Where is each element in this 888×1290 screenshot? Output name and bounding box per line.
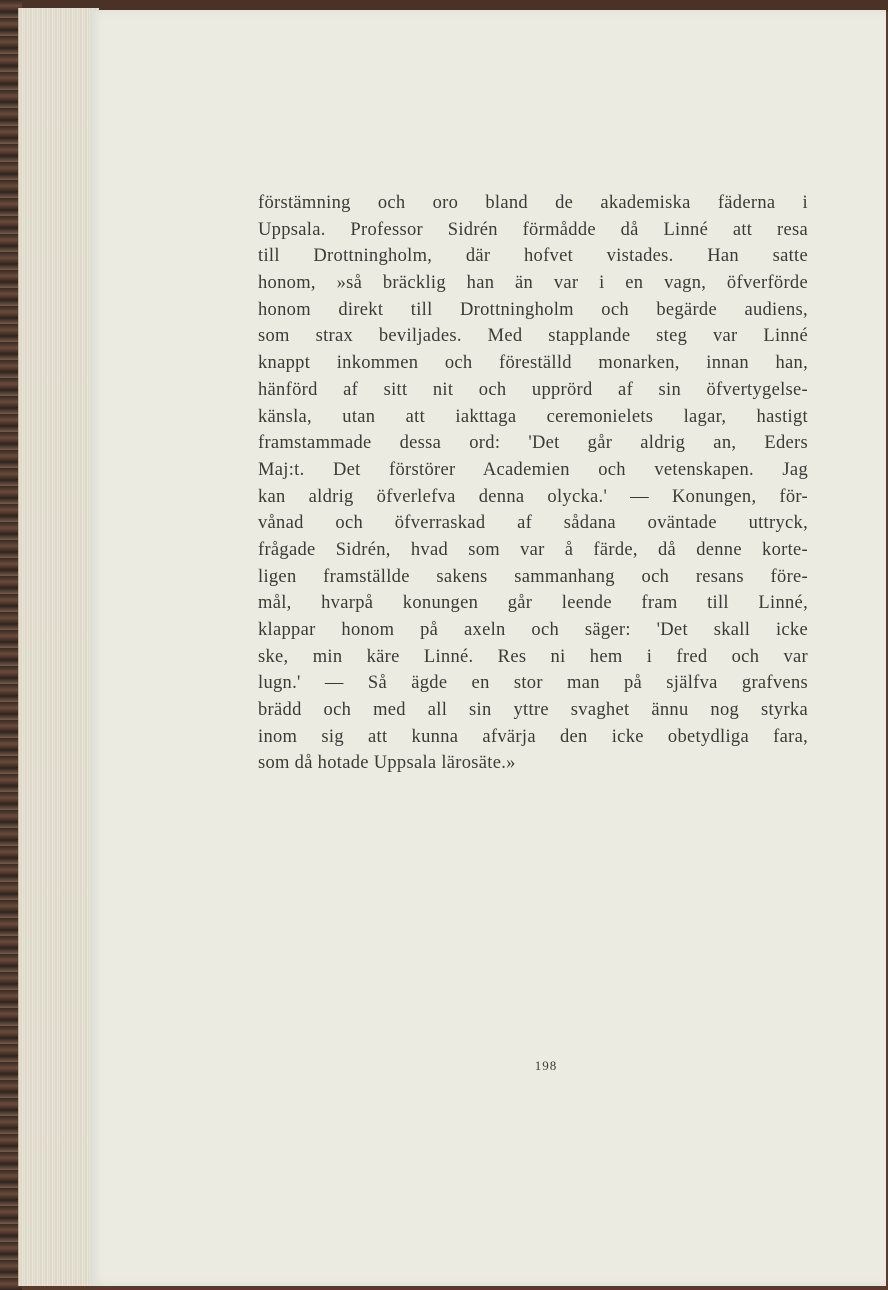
text-line: framstammade dessa ord: 'Det går aldrig an, Eders	[258, 433, 808, 454]
text-line: honom direkt till Drottningholm och begärde audiens,	[258, 299, 808, 320]
text-line: knappt inkommen och föreställd monarken, innan han,	[258, 353, 808, 374]
text-line: klappar honom på axeln och säger: 'Det skall icke	[258, 620, 808, 640]
body-text	[258, 190, 808, 777]
page-number: 198	[534, 1058, 558, 1073]
text-line: ligen framställde sakens sammanhang och resans före-	[258, 566, 808, 587]
text-line: lugn.' — Så ägde en stor man på själfva grafvens	[258, 673, 808, 694]
text-line: frågade Sidrén, hvad som var å färde, då denne korte-	[258, 539, 808, 560]
text-line: kan aldrig öfverlefva denna olycka.' — Konungen, för-	[258, 486, 808, 507]
text-line: förstämning och oro bland de akademiska fäderna i	[258, 193, 808, 213]
text-line: till Drottningholm, där hofvet vistades. Han satte	[258, 246, 808, 267]
text-line: inom sig att kunna afvärja den icke obetydliga fara,	[258, 726, 808, 747]
text-line: ske, min käre Linné. Res ni hem i fred och var	[258, 646, 808, 667]
text-line: honom, »så bräcklig han än var i en vagn, öfverförde	[258, 273, 808, 294]
text-line: brädd och med all sin yttre svaghet ännu nog styrka	[258, 700, 808, 721]
text-line: känsla, utan att iakttaga ceremonielets lagar, hastigt	[258, 406, 808, 427]
text-line: Uppsala. Professor Sidrén förmådde då Linné att resa	[258, 219, 808, 240]
text-line: som strax beviljades. Med stapplande steg var Linné	[258, 326, 808, 347]
page-edges	[18, 8, 99, 1286]
text-line: hänförd af sitt nit och upprörd af sin öfvertygelse-	[258, 379, 808, 400]
text-line: som då hotade Uppsala lärosäte.»	[258, 753, 516, 774]
text-line: vånad och öfverraskad af sådana oväntade uttryck,	[258, 513, 808, 534]
text-line: mål, hvarpå konungen går leende fram till Linné,	[258, 593, 808, 614]
text-line: Maj:t. Det förstörer Academien och vetenskapen. Jag	[258, 459, 808, 480]
